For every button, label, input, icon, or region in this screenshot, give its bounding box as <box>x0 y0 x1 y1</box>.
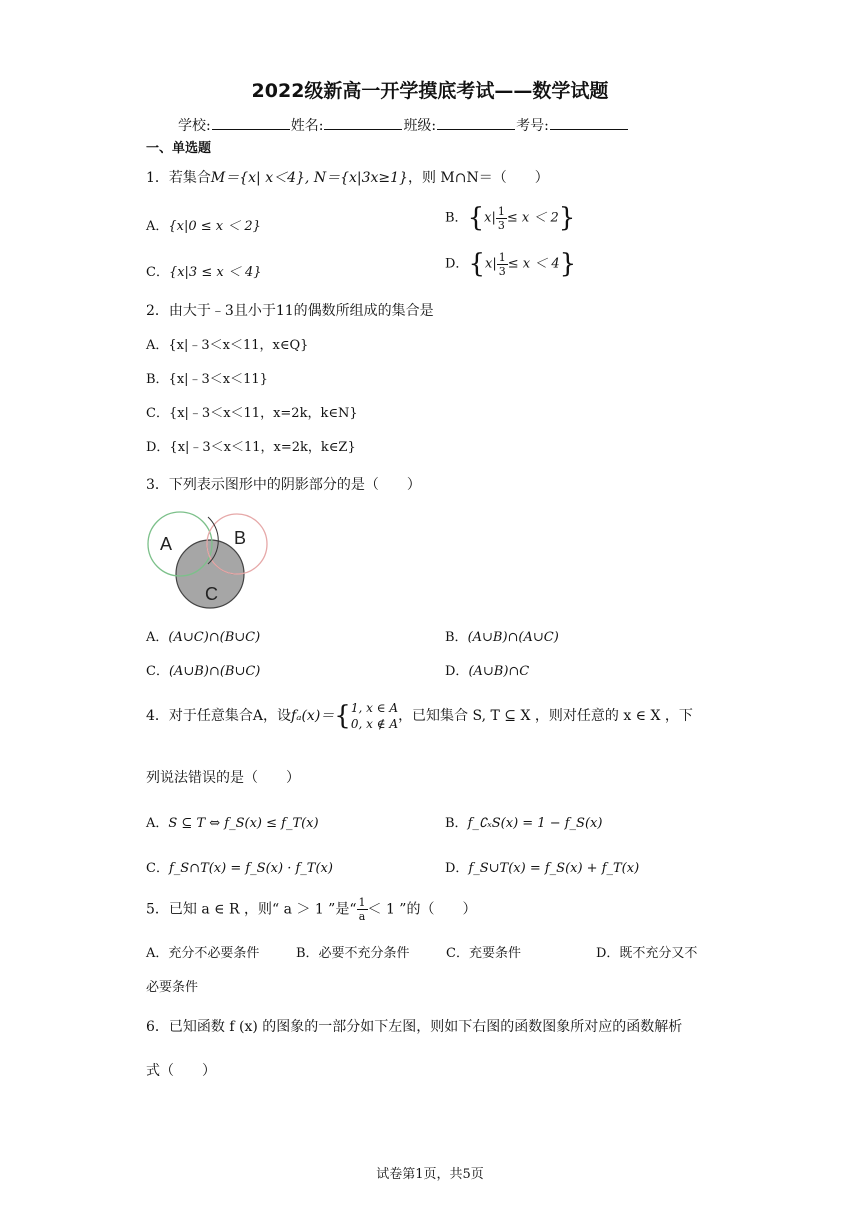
question-4-stem-line2: 列说法错误的是（ ） <box>146 770 300 786</box>
venn-label-c: C <box>205 584 218 604</box>
venn-diagram <box>144 506 268 616</box>
class-label: 班级: <box>403 118 437 134</box>
question-2-stem: 2．由大于﹣3且小于11的偶数所组成的集合是 <box>146 303 434 319</box>
question-1-option-c[interactable]: C．{x|3 ≤ x ＜ 4} <box>146 265 262 280</box>
question-5-option-d[interactable]: D．既不充分又不 <box>596 946 698 961</box>
student-info-line <box>178 115 629 135</box>
question-3-option-a[interactable]: A．(A∪C)∩(B∪C) <box>146 630 261 645</box>
page-footer: 试卷第1页，共5页 <box>376 1167 484 1182</box>
venn-label-b: B <box>234 528 247 548</box>
class-blank[interactable] <box>437 117 515 130</box>
exam-no-label: 考号: <box>516 118 549 134</box>
venn-label-a: A <box>160 534 173 554</box>
question-4-option-a[interactable]: A．S ⊆ T ⇔ f_S(x) ≤ f_T(x) <box>146 816 319 831</box>
question-2-option-d[interactable]: D．{x|﹣3＜x＜11，x=2k，k∈Z} <box>146 440 356 455</box>
question-2-option-a[interactable]: A．{x|﹣3＜x＜11，x∈Q} <box>146 338 309 353</box>
question-3-option-b[interactable]: B．(A∪B)∩(A∪C) <box>445 630 559 645</box>
question-5-option-d-cont: 必要条件 <box>146 980 199 995</box>
question-3-option-c[interactable]: C．(A∪B)∩(B∪C) <box>146 664 261 679</box>
section-heading: 一、单选题 <box>146 141 212 156</box>
school-blank[interactable] <box>212 117 290 130</box>
question-4-option-d[interactable]: D．f_S∪T(x) = f_S(x) + f_T(x) <box>445 861 640 876</box>
question-4-stem: 4．对于任意集合A，设fₐ(x)＝{1, x ∈ A 0, x ∉ A，已知集合 S, T ⊆ X ，则对任意的 x ∈ X ，下 <box>146 701 693 731</box>
exam-no-blank[interactable] <box>550 117 628 130</box>
question-5-option-c[interactable]: C．充要条件 <box>446 946 521 961</box>
question-6-stem: 6．已知函数 f (x) 的图象的一部分如下左图，则如下右图的函数图象所对应的函数解析 <box>146 1019 683 1035</box>
question-1-option-b[interactable]: B．{x| $\frac{1}{3}$ ≤ x ＜ 2} <box>445 203 576 233</box>
question-3-stem: 3．下列表示图形中的阴影部分的是（ ） <box>146 477 421 493</box>
question-5-option-a[interactable]: A．充分不必要条件 <box>146 946 260 961</box>
name-blank[interactable] <box>324 117 402 130</box>
question-5-option-b[interactable]: B．必要不充分条件 <box>296 946 410 961</box>
question-3-option-d[interactable]: D．(A∪B)∩C <box>445 664 530 679</box>
name-label: 姓名: <box>290 118 324 134</box>
question-6-stem-line2: 式（ ） <box>146 1063 216 1079</box>
question-5-stem: 5．已知 a ∈ R ，则“ a ＞ 1 ”是“ $\frac{1}{a}$ ＜ 1 ”的（ ） <box>146 896 477 923</box>
question-4-option-c[interactable]: C．f_S∩T(x) = f_S(x) · f_T(x) <box>146 861 333 876</box>
question-2-option-c[interactable]: C．{x|﹣3＜x＜11，x=2k，k∈N} <box>146 406 358 421</box>
question-1-option-d[interactable]: D．{x| $\frac{1}{3}$ ≤ x ＜ 4} <box>445 249 577 279</box>
question-4-option-b[interactable]: B．f_∁ₓS(x) = 1 − f_S(x) <box>445 816 603 831</box>
question-1-stem: 1．若集合M＝{x| x＜4}, N＝{x|3x≥1}，则 M∩N＝（ ） <box>146 170 549 186</box>
page-title: 2022级新高一开学摸底考试——数学试题 <box>251 80 609 102</box>
school-label: 学校: <box>178 118 211 134</box>
question-1-option-a[interactable]: A．{x|0 ≤ x ＜ 2} <box>146 219 261 234</box>
question-2-option-b[interactable]: B．{x|﹣3＜x＜11} <box>146 372 268 387</box>
